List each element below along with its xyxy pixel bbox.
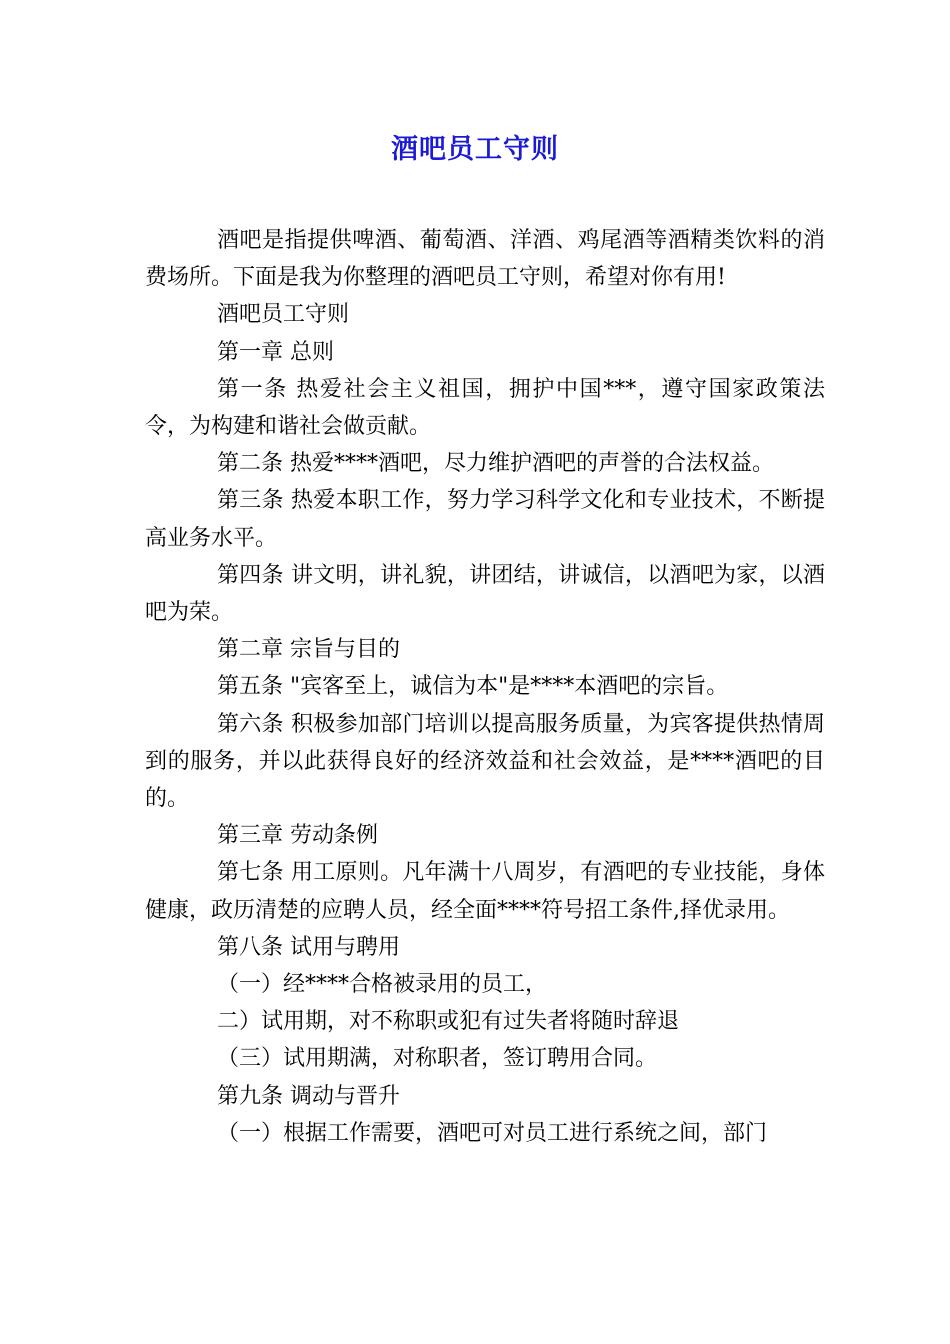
- article-2: 第二条 热爱****酒吧，尽力维护酒吧的声誉的合法权益。: [217, 451, 774, 477]
- document-title: 酒吧员工守则: [391, 134, 559, 165]
- paragraph-intro: 酒吧是指提供啤酒、葡萄酒、洋酒、鸡尾酒等酒精类饮料的消费场所。下面是我为你整理的酒吧员工守则，希望对你有用!: [145, 228, 825, 291]
- article-6: 第六条 积极参加部门培训以提高服务质量，为宾客提供热情周到的服务，并以此获得良好的经济效益和社会效益，是****酒吧的目的。: [145, 711, 825, 812]
- chapter-3-heading: 第三章 劳动条例: [217, 823, 378, 849]
- article-1: 第一条 热爱社会主义祖国，拥护中国***，遵守国家政策法令，为构建和谐社会做贡献。: [145, 376, 825, 440]
- article-4: 第四条 讲文明，讲礼貌，讲团结，讲诚信，以酒吧为家，以酒吧为荣。: [145, 562, 825, 626]
- paragraph-heading: 酒吧员工守则: [217, 302, 350, 328]
- chapter-2-heading: 第二章 宗旨与目的: [217, 637, 400, 663]
- article-7: 第七条 用工原则。凡年满十八周岁，有酒吧的专业技能，身体健康，政历清楚的应聘人员，经全面****符号招工条件,择优录用。: [145, 860, 825, 923]
- article-3: 第三条 热爱本职工作，努力学习科学文化和专业技术，不断提高业务水平。: [145, 488, 825, 551]
- article-8-item-3: （三）试用期满，对称职者，签订聘用合同。: [217, 1046, 658, 1072]
- chapter-1-heading: 第一章 总则: [217, 339, 334, 365]
- article-8-item-2: 二）试用期，对不称职或犯有过失者将随时辞退: [217, 1009, 680, 1035]
- article-8-item-1: （一）经****合格被录用的员工，: [217, 972, 548, 998]
- article-5: 第五条 "宾客至上，诚信为本"是****本酒吧的宗旨。: [217, 674, 729, 700]
- article-8: 第八条 试用与聘用: [217, 934, 400, 960]
- article-9-item-1: （一）根据工作需要，酒吧可对员工进行系统之间，部门: [217, 1120, 768, 1146]
- article-9: 第九条 调动与晋升: [217, 1083, 400, 1109]
- document-body: [145, 222, 825, 1152]
